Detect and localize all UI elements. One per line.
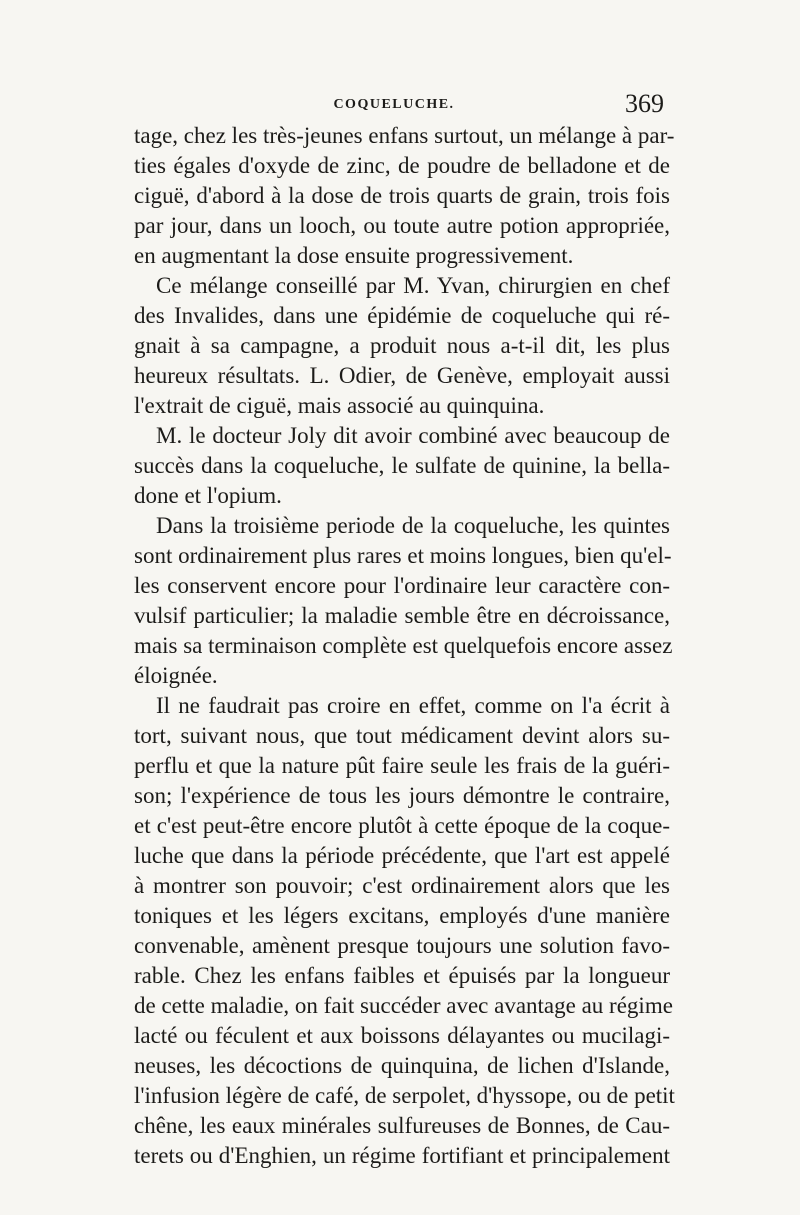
- text-line: par jour, dans un looch, ou toute autre potion appropriée,: [134, 213, 670, 238]
- text-line: ties égales d'oxyde de zinc, de poudre de belladone et de: [134, 153, 670, 178]
- text-line: Il ne faudrait pas croire en effet, comme on l'a écrit à: [156, 693, 670, 718]
- text-line: heureux résultats. L. Odier, de Genève, employait aussi: [134, 363, 670, 388]
- text-line: tage, chez les très-jeunes enfans surtout, un mélange à par-: [134, 123, 675, 148]
- text-line: l'infusion légère de café, de serpolet, d'hyssope, ou de petit: [134, 1083, 675, 1108]
- text-line: son; l'expérience de tous les jours démontre le contraire,: [134, 783, 670, 808]
- text-line: à montrer son pouvoir; c'est ordinairement alors que les: [134, 873, 670, 898]
- text-line: chêne, les eaux minérales sulfureuses de Bonnes, de Cau-: [134, 1113, 670, 1138]
- text-line: terets ou d'Enghien, un régime fortifiant et principalement: [134, 1143, 670, 1168]
- text-line: perflu et que la nature pût faire seule les frais de la guéri-: [134, 753, 670, 778]
- text-line: ciguë, d'abord à la dose de trois quarts de grain, trois fois: [134, 183, 670, 208]
- text-line: toniques et les légers excitans, employés d'une manière: [134, 903, 670, 928]
- text-line: neuses, les décoctions de quinquina, de lichen d'Islande,: [134, 1053, 670, 1078]
- text-line: M. le docteur Joly dit avoir combiné avec beaucoup de: [156, 423, 670, 448]
- text-line: mais sa terminaison complète est quelquefois encore assez: [134, 633, 673, 658]
- body-text: [134, 121, 675, 1171]
- text-line: vulsif particulier; la maladie semble être en décroissance,: [134, 603, 670, 628]
- text-line: gnait à sa campagne, a produit nous a-t-il dit, les plus: [134, 333, 670, 358]
- text-line: done et l'opium.: [134, 483, 282, 508]
- running-title: COQUELUCHE.: [333, 97, 455, 112]
- text-line: sont ordinairement plus rares et moins longues, bien qu'el-: [134, 543, 672, 568]
- text-line: et c'est peut-être encore plutôt à cette époque de la coque-: [134, 813, 670, 838]
- text-line: rable. Chez les enfans faibles et épuisés par la longueur: [134, 963, 670, 988]
- text-line: tort, suivant nous, que tout médicament devint alors su-: [134, 723, 670, 748]
- text-line: Ce mélange conseillé par M. Yvan, chirurgien en chef: [156, 273, 670, 298]
- text-line: luche que dans la période précédente, que l'art est appelé: [134, 843, 670, 868]
- text-line: Dans la troisième periode de la coqueluche, les quintes: [156, 513, 670, 538]
- page-number: 369: [625, 89, 664, 118]
- text-line: convenable, amènent presque toujours une solution favo-: [134, 933, 670, 958]
- text-line: des Invalides, dans une épidémie de coqueluche qui ré-: [134, 303, 670, 328]
- text-line: l'extrait de ciguë, mais associé au quinquina.: [134, 393, 545, 418]
- text-line: les conservent encore pour l'ordinaire leur caractère con-: [134, 573, 670, 598]
- text-line: de cette maladie, on fait succéder avec avantage au régime: [134, 993, 673, 1018]
- text-line: lacté ou féculent et aux boissons délayantes ou mucilagi-: [134, 1023, 670, 1048]
- text-line: éloignée.: [134, 663, 218, 688]
- text-line: en augmentant la dose ensuite progressivement.: [134, 243, 574, 268]
- text-line: succès dans la coqueluche, le sulfate de quinine, la bella-: [134, 453, 670, 478]
